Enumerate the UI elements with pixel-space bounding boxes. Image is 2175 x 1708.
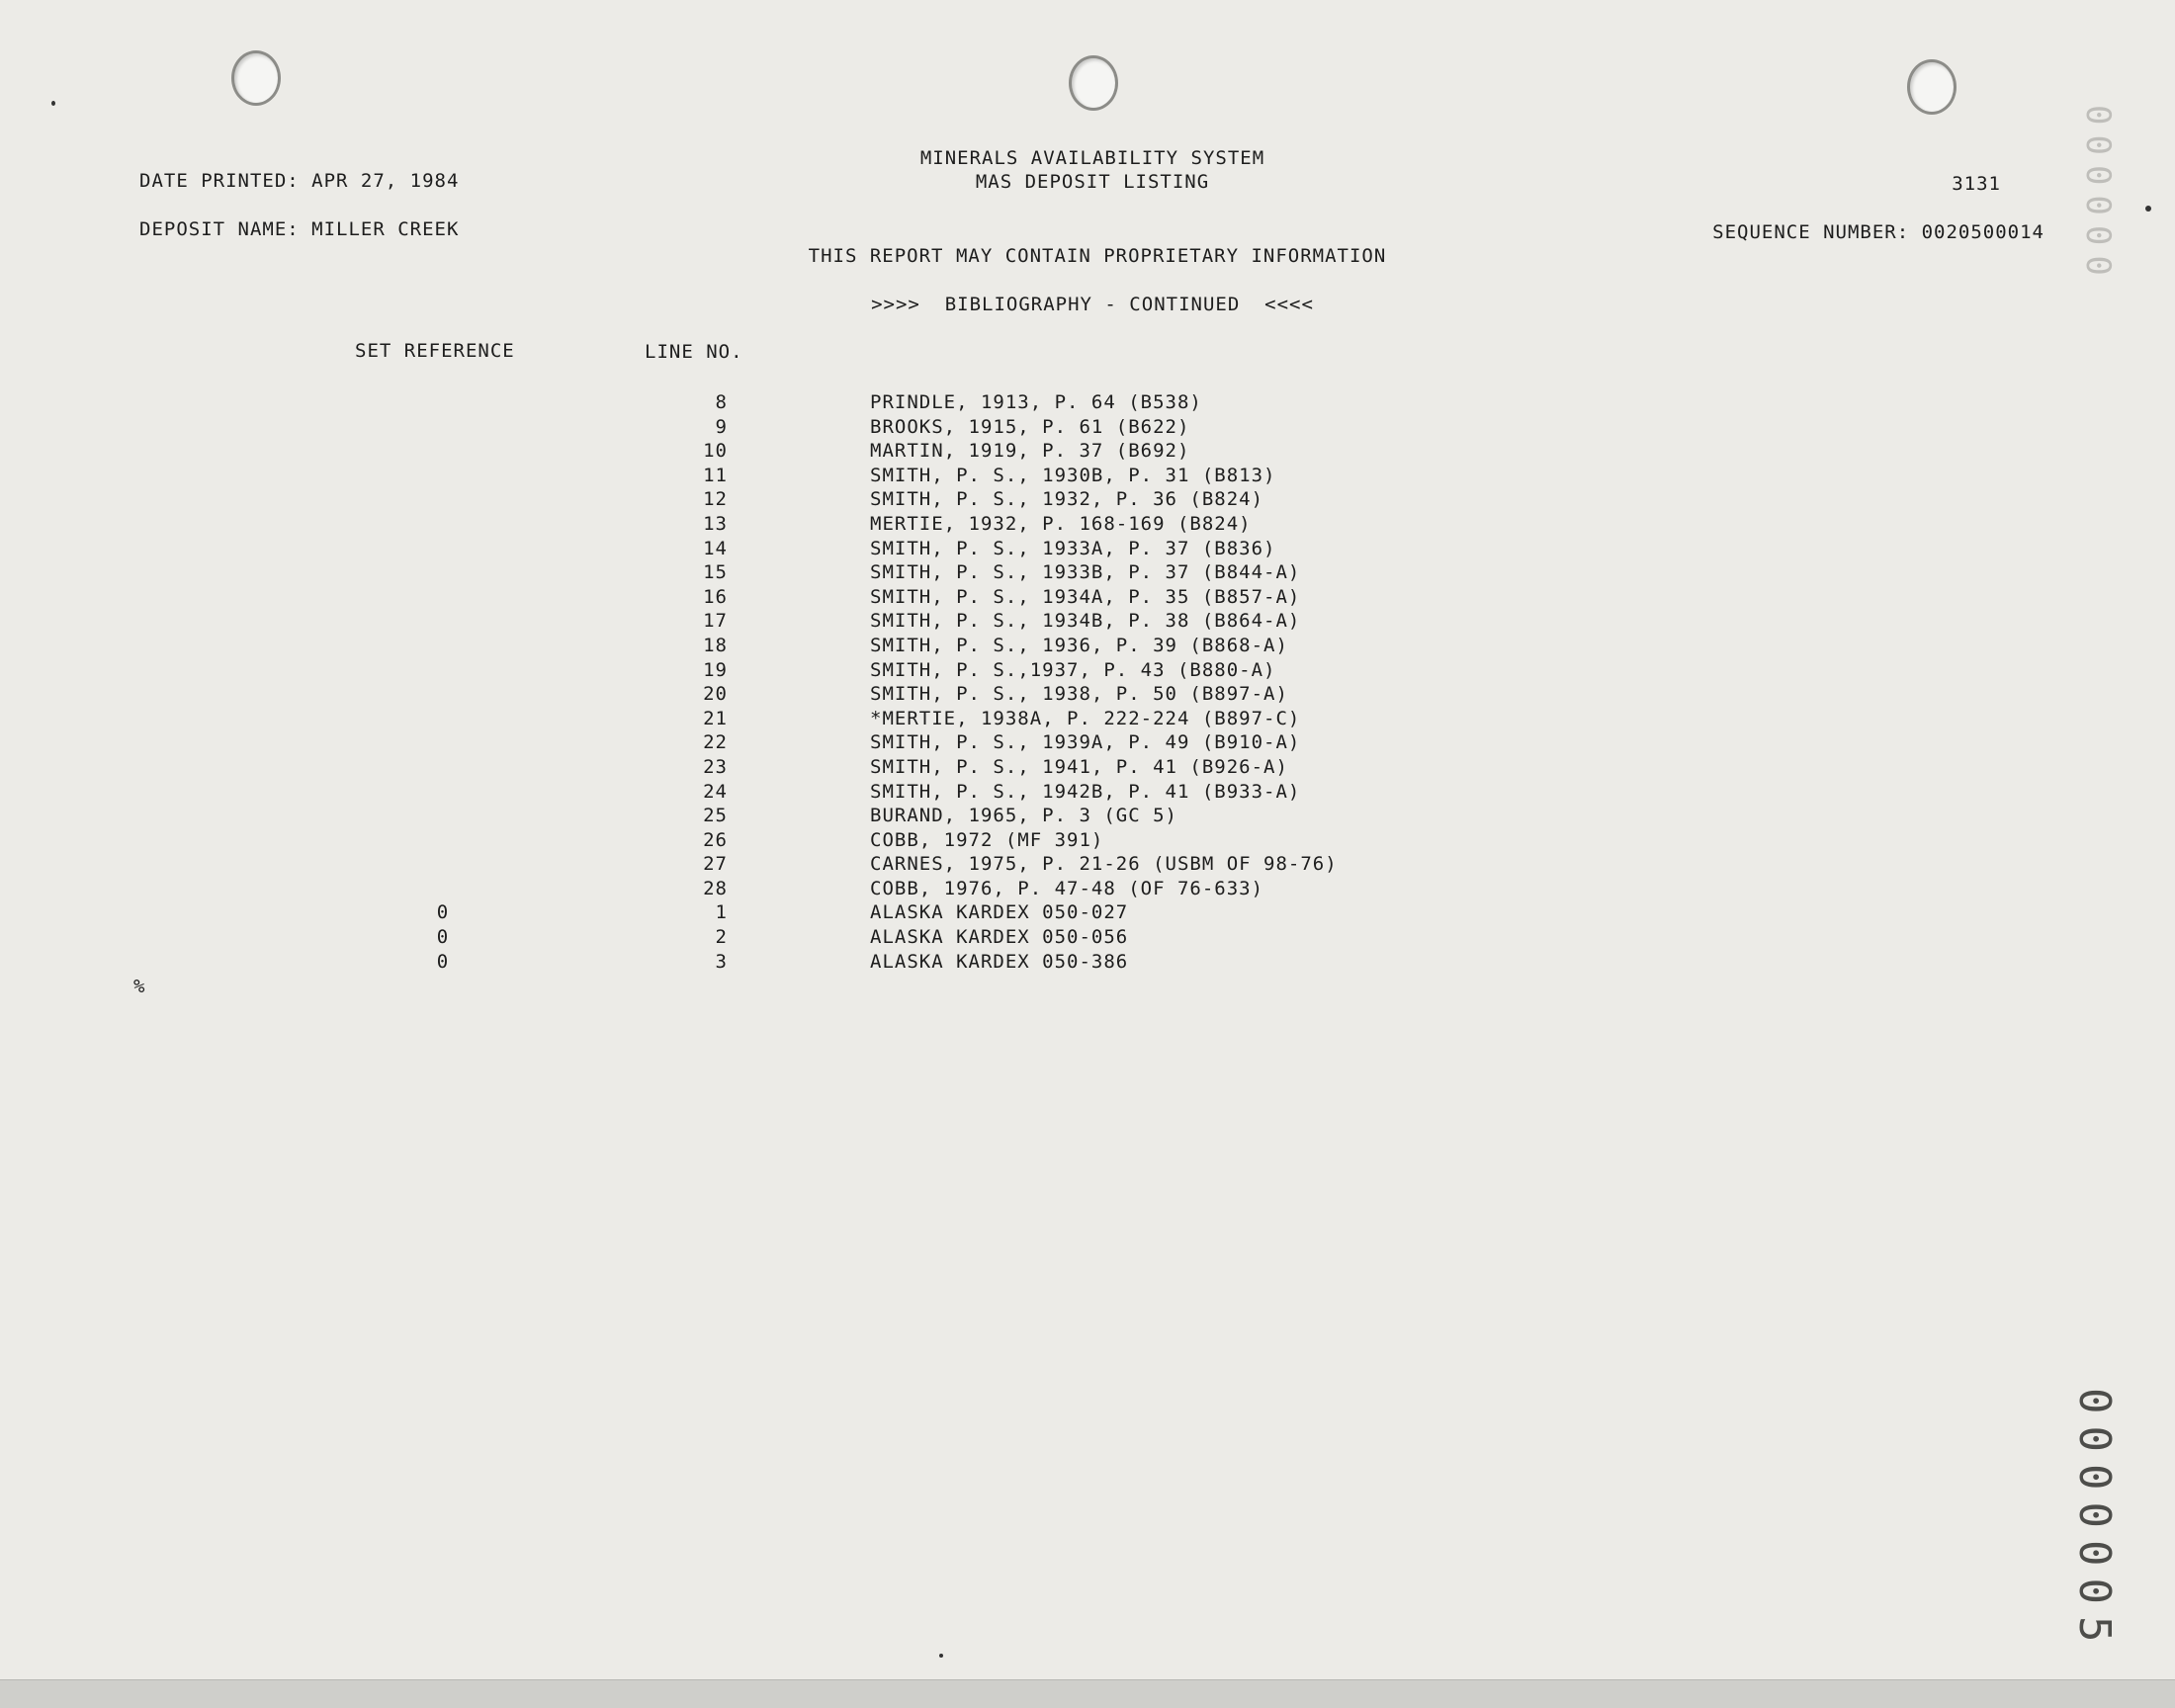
- bibliography-row: [0, 682, 1582, 707]
- bibliography-reference: COBB, 1976, P. 47-48 (OF 76-633): [870, 877, 1264, 899]
- set-reference-value: 0: [436, 950, 450, 973]
- proprietary-notice: THIS REPORT MAY CONTAIN PROPRIETARY INFORMATION: [808, 245, 1387, 267]
- binder-hole-left: [231, 50, 281, 106]
- bibliography-row: [0, 560, 1582, 585]
- binder-hole-right: [1907, 59, 1957, 115]
- bibliography-reference: BURAND, 1965, P. 3 (GC 5): [870, 805, 1177, 827]
- bibliography-row: [0, 877, 1582, 901]
- line-number-value: 21: [703, 707, 728, 729]
- line-number-value: 13: [703, 512, 728, 535]
- bibliography-row: [0, 707, 1582, 731]
- system-title: MINERALS AVAILABILITY SYSTEM: [919, 147, 1265, 169]
- line-number-value: 3: [715, 950, 728, 973]
- line-number-value: 11: [703, 464, 728, 486]
- line-number-value: 12: [703, 488, 728, 511]
- sequence-number: SEQUENCE NUMBER: 0020500014: [1712, 221, 2044, 243]
- line-number-value: 24: [703, 780, 728, 803]
- bibliography-reference: SMITH, P. S., 1932, P. 36 (B824): [870, 488, 1264, 511]
- line-number-value: 22: [703, 731, 728, 754]
- bibliography-reference: SMITH, P. S., 1933B, P. 37 (B844-A): [870, 561, 1301, 584]
- bibliography-row: [0, 780, 1582, 805]
- line-number-value: 16: [703, 585, 728, 608]
- bibliography-row: [0, 487, 1582, 512]
- scan-speck: [51, 101, 55, 106]
- listing-title: MAS DEPOSIT LISTING: [975, 171, 1210, 193]
- line-number-value: 9: [715, 415, 728, 438]
- line-number-value: 17: [703, 610, 728, 633]
- deposit-name: DEPOSIT NAME: MILLER CREEK: [139, 218, 460, 240]
- line-number-value: 23: [703, 755, 728, 778]
- line-number-value: 20: [703, 683, 728, 706]
- scan-speck: [2145, 206, 2151, 212]
- binder-hole-center: [1069, 55, 1118, 111]
- bibliography-reference: SMITH, P. S., 1934B, P. 38 (B864-A): [870, 610, 1301, 633]
- line-number-value: 14: [703, 537, 728, 559]
- end-mark: %: [133, 976, 146, 997]
- section-title: >>>> BIBLIOGRAPHY - CONTINUED <<<<: [871, 294, 1314, 315]
- bibliography-row: [0, 925, 1582, 950]
- line-number-value: 10: [703, 440, 728, 463]
- bibliography-row: [0, 390, 1582, 415]
- side-stamp-bottom: 0000005: [2069, 1388, 2120, 1655]
- line-number-value: 2: [715, 926, 728, 949]
- bibliography-row: [0, 900, 1582, 925]
- date-printed: DATE PRINTED: APR 27, 1984: [139, 170, 460, 192]
- bibliography-reference: MERTIE, 1932, P. 168-169 (B824): [870, 512, 1252, 535]
- bibliography-row: [0, 512, 1582, 537]
- bibliography-reference: ALASKA KARDEX 050-027: [870, 901, 1129, 924]
- bibliography-row: [0, 950, 1582, 975]
- bibliography-reference: SMITH, P. S., 1936, P. 39 (B868-A): [870, 634, 1288, 656]
- line-number-value: 26: [703, 828, 728, 851]
- bibliography-row: [0, 464, 1582, 488]
- bibliography-reference: SMITH, P. S., 1939A, P. 49 (B910-A): [870, 731, 1301, 754]
- bibliography-row: [0, 585, 1582, 610]
- set-reference-header: SET REFERENCE: [355, 340, 515, 362]
- bibliography-reference: CARNES, 1975, P. 21-26 (USBM OF 98-76): [870, 853, 1338, 876]
- bibliography-row: [0, 634, 1582, 658]
- bibliography-reference: SMITH, P. S., 1942B, P. 41 (B933-A): [870, 780, 1301, 803]
- bibliography-row: [0, 415, 1582, 440]
- line-number-value: 1: [715, 901, 728, 924]
- bibliography-reference: ALASKA KARDEX 050-386: [870, 950, 1129, 973]
- line-number-value: 18: [703, 634, 728, 656]
- line-number-value: 25: [703, 805, 728, 827]
- set-reference-value: 0: [436, 901, 450, 924]
- bibliography-reference: SMITH, P. S., 1933A, P. 37 (B836): [870, 537, 1276, 559]
- bibliography-reference: SMITH, P. S., 1934A, P. 35 (B857-A): [870, 585, 1301, 608]
- set-reference-value: 0: [436, 926, 450, 949]
- line-number-value: 19: [703, 658, 728, 681]
- line-number-value: 15: [703, 561, 728, 584]
- bibliography-row: [0, 755, 1582, 780]
- bibliography-row: [0, 439, 1582, 464]
- bibliography-reference: MARTIN, 1919, P. 37 (B692): [870, 440, 1190, 463]
- bibliography-row: [0, 730, 1582, 755]
- bibliography-row: [0, 658, 1582, 683]
- bibliography-reference: PRINDLE, 1913, P. 64 (B538): [870, 391, 1202, 413]
- scan-speck: [939, 1654, 943, 1658]
- bibliography-reference: SMITH, P. S., 1930B, P. 31 (B813): [870, 464, 1276, 486]
- bibliography-list: [0, 390, 1582, 974]
- bibliography-reference: *MERTIE, 1938A, P. 222-224 (B897-C): [870, 707, 1301, 729]
- bibliography-row: [0, 537, 1582, 561]
- bibliography-row: [0, 828, 1582, 853]
- bibliography-reference: ALASKA KARDEX 050-056: [870, 926, 1129, 949]
- bibliography-reference: SMITH, P. S., 1941, P. 41 (B926-A): [870, 755, 1288, 778]
- page-code: 3131: [1952, 173, 2001, 195]
- line-number-value: 27: [703, 853, 728, 876]
- bibliography-reference: COBB, 1972 (MF 391): [870, 828, 1104, 851]
- bibliography-row: [0, 609, 1582, 634]
- bibliography-reference: BROOKS, 1915, P. 61 (B622): [870, 415, 1190, 438]
- line-number-value: 8: [715, 391, 728, 413]
- bibliography-row: [0, 804, 1582, 828]
- scanner-bottom-edge: [0, 1679, 2175, 1708]
- side-stamp-top: 000000: [2078, 105, 2118, 286]
- line-number-value: 28: [703, 877, 728, 899]
- bibliography-reference: SMITH, P. S.,1937, P. 43 (B880-A): [870, 658, 1276, 681]
- bibliography-reference: SMITH, P. S., 1938, P. 50 (B897-A): [870, 683, 1288, 706]
- line-number-header: LINE NO.: [645, 341, 743, 363]
- bibliography-row: [0, 852, 1582, 877]
